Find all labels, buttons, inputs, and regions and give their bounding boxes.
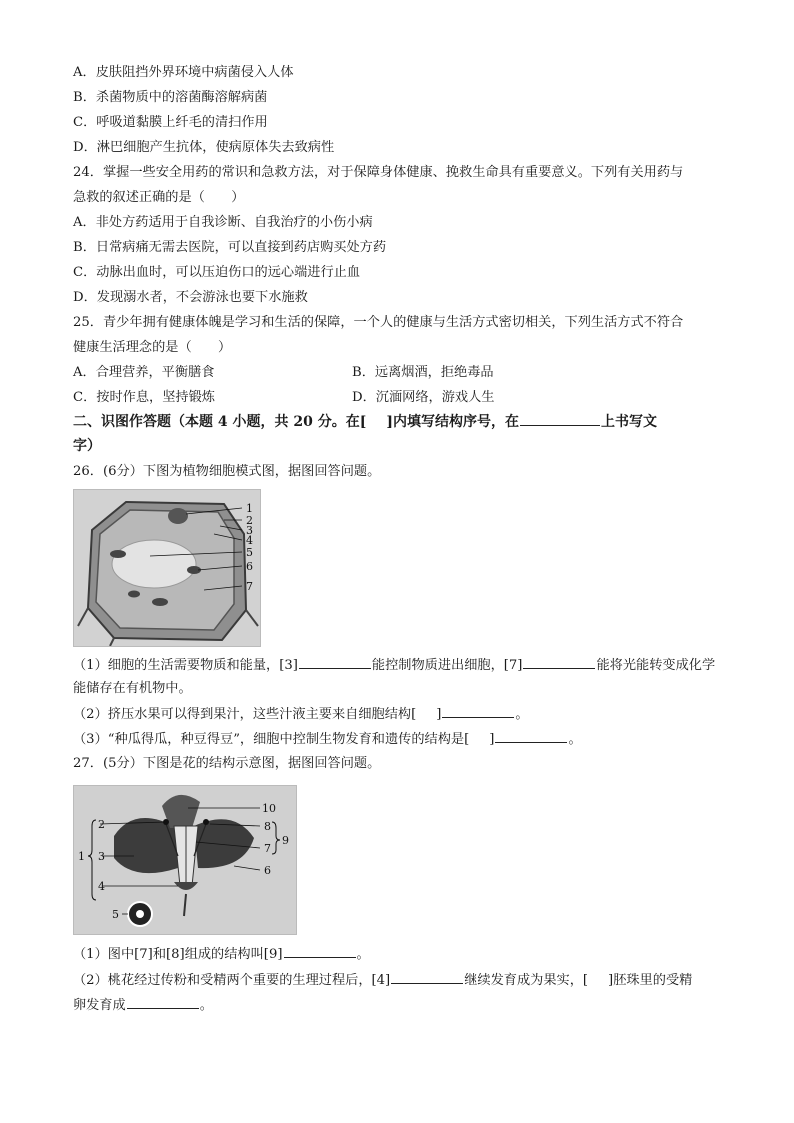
q26-part3-text-c: 。 xyxy=(568,732,582,747)
q25-stem-line2: 健康生活理念的是（ ） xyxy=(73,340,232,355)
q26-part1-line2: 能储存在有机物中。 xyxy=(73,681,192,696)
q26-part3 xyxy=(73,729,582,750)
flower-figure xyxy=(73,785,297,935)
q25-option-b: B．远离烟酒，拒绝毒品 xyxy=(352,365,494,380)
section-2-heading-line2: 字） xyxy=(73,438,101,454)
cell-label-7: 7 xyxy=(246,580,253,593)
section-2-heading-part3: 上书写文 xyxy=(600,414,657,430)
q26-stem: 26．(6分）下图为植物细胞模式图，据图回答问题。 xyxy=(73,464,381,479)
q25-option-c: C．按时作息，坚持锻炼 xyxy=(73,390,215,405)
q24-option-c: C．动脉出血时，可以压迫伤口的远心端进行止血 xyxy=(73,265,361,280)
q27-part2-text-b: 继续发育成为果实，[ xyxy=(464,973,589,988)
q27-part2-text-e: 。 xyxy=(199,998,213,1013)
q23-option-c: C．呼吸道黏膜上纤毛的清扫作用 xyxy=(73,115,268,130)
cell-label-3: 3 xyxy=(246,524,253,537)
q25-option-d: D．沉湎网络，游戏人生 xyxy=(352,390,495,405)
q26-part3-text-b: ] xyxy=(489,732,495,747)
q26-part1-text-c: 能将光能转变成化学 xyxy=(596,658,716,673)
cell-label-1: 1 xyxy=(246,502,253,515)
section-2-heading xyxy=(73,412,657,432)
blank-sample xyxy=(520,412,600,426)
q25-stem-line1: 25．青少年拥有健康体魄是学习和生活的保障，一个人的健康与生活方式密切相关，下列生活方式不符合 xyxy=(73,315,684,330)
q27-part2-text-c: ]胚珠里的受精 xyxy=(608,973,693,988)
q26-part3-blank xyxy=(495,729,567,743)
q27-stem: 27．(5分）下图是花的结构示意图，据图回答问题。 xyxy=(73,756,381,771)
q26-part2-text-c: 。 xyxy=(515,707,529,722)
cell-label-4: 4 xyxy=(246,534,253,547)
q26-part3-text-a: （3）“种瓜得瓜，种豆得豆”，细胞中控制生物发育和遗传的结构是[ xyxy=(73,732,470,747)
plant-cell-figure xyxy=(73,489,261,647)
q25-option-a: A．合理营养，平衡膳食 xyxy=(73,365,215,380)
section-2-heading-part2: ]内填写结构序号，在 xyxy=(386,414,519,430)
q27-part1-blank xyxy=(284,944,356,958)
flower-label-8: 8 xyxy=(264,820,271,833)
q27-part2-blank-end xyxy=(127,995,199,1009)
q27-part2-blank-4 xyxy=(391,970,463,984)
q23-option-a: A．皮肤阻挡外界环境中病菌侵入人体 xyxy=(73,65,294,80)
q26-part1-line1 xyxy=(73,655,715,676)
q24-option-a: A．非处方药适用于自我诊断、自我治疗的小伤小病 xyxy=(73,215,373,230)
flower-label-10: 10 xyxy=(262,802,276,815)
flower-label-9: 9 xyxy=(282,834,289,847)
q26-part1-text-a: （1）细胞的生活需要物质和能量，[3] xyxy=(73,658,298,673)
q26-part2-blank xyxy=(442,704,514,718)
q23-option-d: D．淋巴细胞产生抗体，使病原体失去致病性 xyxy=(73,140,335,155)
q27-part2-text-a: （2）桃花经过传粉和受精两个重要的生理过程后，[4] xyxy=(73,973,391,988)
q27-part1-text-a: （1）图中[7]和[8]组成的结构叫[9] xyxy=(73,947,283,962)
flower-label-4: 4 xyxy=(98,880,105,893)
q26-part2-text-b: ] xyxy=(436,707,442,722)
q23-option-b: B．杀菌物质中的溶菌酶溶解病菌 xyxy=(73,90,268,105)
cell-label-2: 2 xyxy=(246,514,253,527)
q24-option-d: D．发现溺水者，不会游泳也要下水施救 xyxy=(73,290,308,305)
q26-blank-7 xyxy=(523,655,595,669)
section-2-heading-part1: 二、识图作答题（本题 4 小题，共 20 分。在[ xyxy=(73,414,367,430)
q24-stem-line1: 24．掌握一些安全用药的常识和急救方法，对于保障身体健康、挽救生命具有重要意义。下列有关用药与 xyxy=(73,165,684,180)
q27-part2-text-d: 卵发育成 xyxy=(73,998,126,1013)
cell-label-5: 5 xyxy=(246,546,253,559)
q27-part1 xyxy=(73,944,370,965)
flower-label-6: 6 xyxy=(264,864,271,877)
q26-blank-3 xyxy=(299,655,371,669)
q26-part2-text-a: （2）挤压水果可以得到果汁，这些汁液主要来自细胞结构[ xyxy=(73,707,417,722)
cell-label-6: 6 xyxy=(246,560,253,573)
flower-label-3: 3 xyxy=(98,850,105,863)
q26-part1-text-b: 能控制物质进出细胞，[7] xyxy=(371,658,523,673)
q27-part2-line1 xyxy=(73,970,692,991)
flower-label-2: 2 xyxy=(98,818,105,831)
q24-option-b: B．日常病痛无需去医院，可以直接到药店购买处方药 xyxy=(73,240,387,255)
q27-part2-line2 xyxy=(73,995,213,1016)
flower-label-1: 1 xyxy=(78,850,85,863)
flower-label-7: 7 xyxy=(264,842,271,855)
q27-part1-text-b: 。 xyxy=(356,947,370,962)
flower-label-5: 5 xyxy=(112,908,119,921)
q24-stem-line2: 急救的叙述正确的是（ ） xyxy=(73,190,245,205)
q26-part2 xyxy=(73,704,529,725)
